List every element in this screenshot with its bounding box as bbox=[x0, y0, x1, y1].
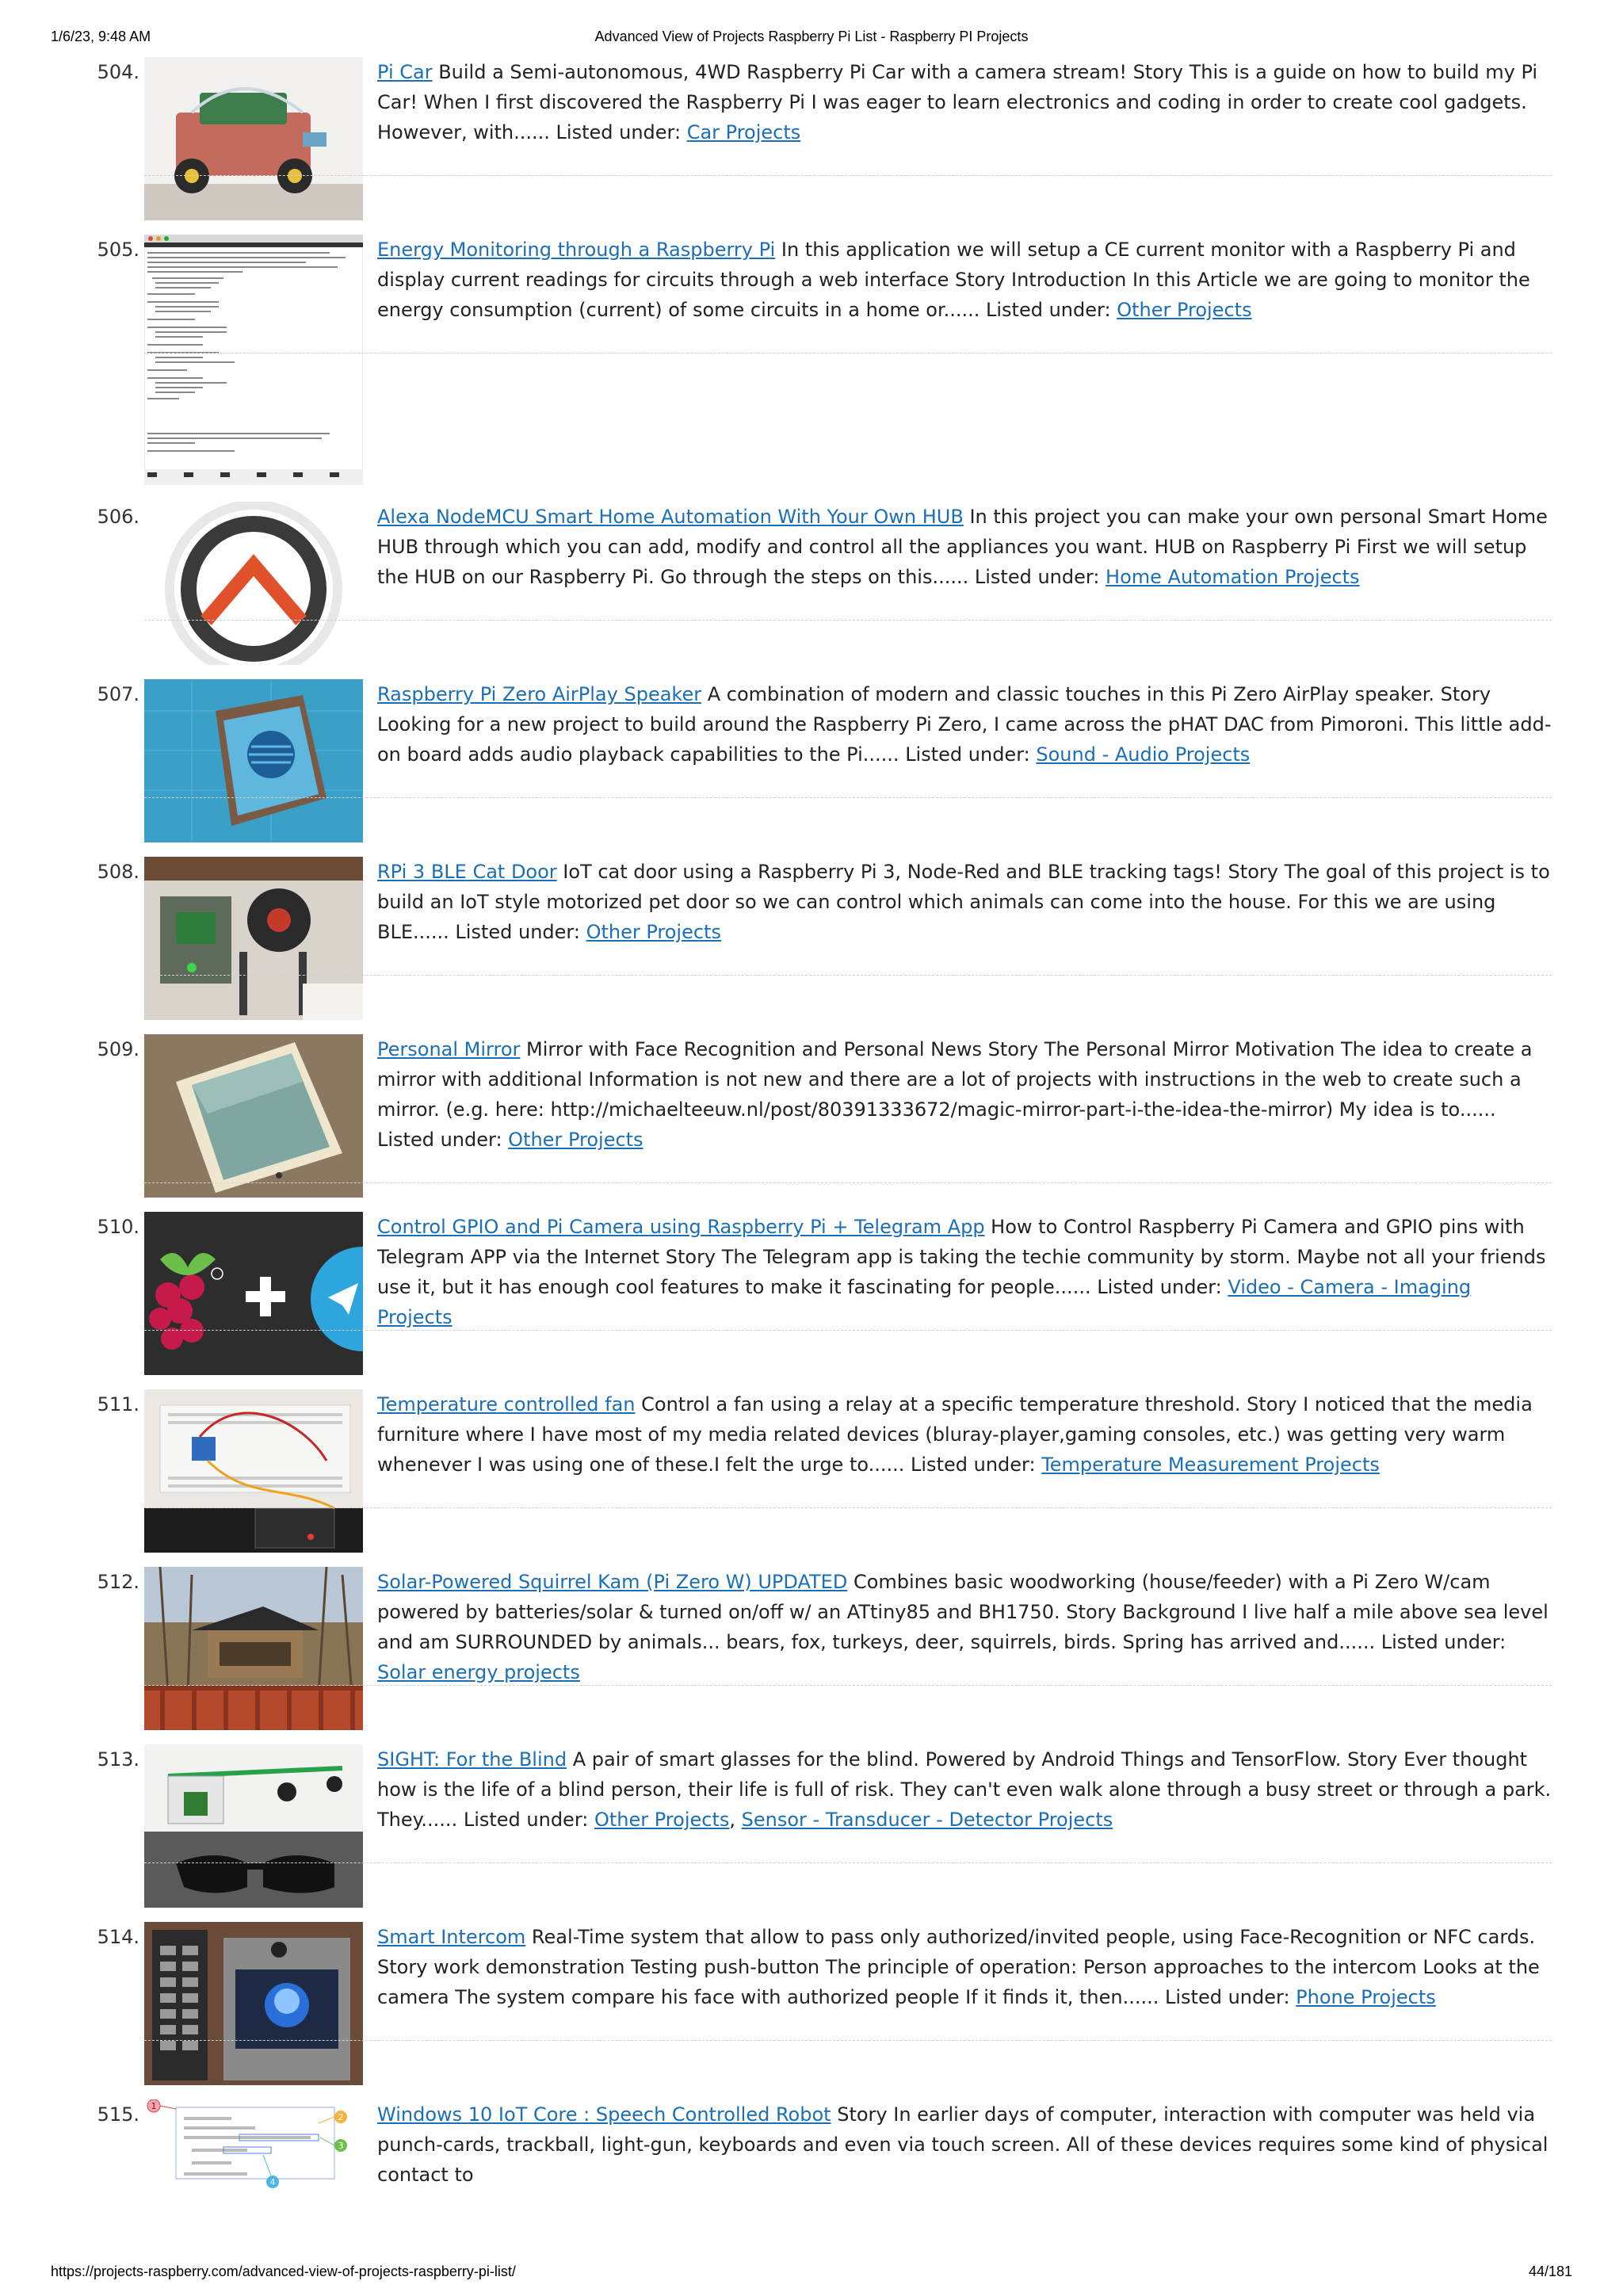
item-text bbox=[377, 1212, 1552, 1332]
item-text bbox=[377, 1389, 1552, 1480]
item-number: 507. bbox=[97, 683, 139, 705]
divider bbox=[144, 175, 1552, 176]
category-link-2[interactable]: Sensor - Transducer - Detector Projects bbox=[741, 1809, 1113, 1831]
raspberry-telegram-image bbox=[144, 1212, 363, 1375]
divider bbox=[144, 620, 1552, 621]
divider bbox=[144, 1507, 1552, 1508]
project-thumbnail[interactable] bbox=[144, 1389, 363, 1553]
item-number: 512. bbox=[97, 1571, 139, 1593]
item-text bbox=[377, 1567, 1552, 1687]
project-title-link[interactable]: SIGHT: For the Blind bbox=[377, 1748, 567, 1771]
project-thumbnail[interactable] bbox=[144, 57, 363, 220]
item-number: 509. bbox=[97, 1038, 139, 1060]
item-description: Story In earlier days of computer, interaction with computer was held via punch-cards, trackball, light-gun, keyboards and even via touch screen. All of these devices requires some kind of physical contact to bbox=[377, 2103, 1549, 2186]
divider bbox=[144, 797, 1552, 798]
item-text bbox=[377, 502, 1552, 592]
divider bbox=[144, 975, 1552, 976]
category-link[interactable]: Phone Projects bbox=[1296, 1986, 1436, 2008]
item-text bbox=[377, 235, 1552, 325]
pi-car-image bbox=[144, 57, 363, 220]
project-thumbnail[interactable] bbox=[144, 679, 363, 842]
project-title-link[interactable]: Temperature controlled fan bbox=[377, 1393, 636, 1415]
diagram-marker-4: 4 bbox=[269, 2177, 276, 2187]
category-link[interactable]: Car Projects bbox=[686, 121, 801, 143]
item-number: 515. bbox=[97, 2103, 139, 2126]
category-link[interactable]: Solar energy projects bbox=[377, 1661, 580, 1683]
item-description: Control a fan using a relay at a specific temperature threshold. Story I noticed that the media furniture where I have most of my media related devices (bluray-player,gaming consoles, etc.) was getting very warm whenever I was using one of these.I felt the urge to...... Listed under: bbox=[377, 1393, 1533, 1476]
project-title-link[interactable]: Energy Monitoring through a Raspberry Pi bbox=[377, 239, 776, 261]
item-description: A pair of smart glasses for the blind. Powered by Android Things and TensorFlow. Story Ever thought how is the life of a blind person, their life is full of risk. They can't even walk alone through a busy street or through a park. They...... Listed under: bbox=[377, 1748, 1552, 1831]
category-link[interactable]: Other Projects bbox=[1117, 299, 1252, 321]
print-url: https://projects-raspberry.com/advanced-view-of-projects-raspberry-pi-list/ bbox=[51, 2264, 516, 2279]
print-title: Advanced View of Projects Raspberry Pi List - Raspberry PI Projects bbox=[594, 29, 1029, 44]
project-thumbnail[interactable] bbox=[144, 2099, 363, 2195]
squirrel-kam-image bbox=[144, 1567, 363, 1730]
diagram-marker-2: 2 bbox=[338, 2112, 344, 2122]
item-text bbox=[377, 1744, 1552, 1835]
category-link[interactable]: Video - Camera - Imaging Projects bbox=[377, 1276, 1472, 1328]
diagram-marker-3: 3 bbox=[338, 2141, 344, 2151]
item-description: In this project you can make your own personal Smart Home HUB through which you can add, modify and control all the appliances you want. HUB on Raspberry Pi First we will setup the HUB on our Raspberry Pi. Go through the steps on this...... Listed under: bbox=[377, 506, 1548, 588]
item-description: In this application we will setup a CE current monitor with a Raspberry Pi and display current readings for circuits through a web interface Story Introduction In this Article we are going to monitor the energy consumption (current) of some circuits in a home or...... Listed under: bbox=[377, 239, 1530, 321]
smart-glasses-image bbox=[144, 1744, 363, 1908]
item-number: 510. bbox=[97, 1216, 139, 1238]
project-thumbnail[interactable] bbox=[144, 1034, 363, 1198]
divider bbox=[144, 1330, 1552, 1331]
project-title-link[interactable]: Raspberry Pi Zero AirPlay Speaker bbox=[377, 683, 702, 705]
divider bbox=[144, 1685, 1552, 1686]
item-text bbox=[377, 857, 1552, 947]
breadboard-fan-image bbox=[144, 1389, 363, 1553]
project-title-link[interactable]: Windows 10 IoT Core : Speech Controlled Robot bbox=[377, 2103, 831, 2126]
item-number: 505. bbox=[97, 239, 139, 261]
smart-intercom-image bbox=[144, 1922, 363, 2085]
item-description: Combines basic woodworking (house/feeder) with a Pi Zero W/cam powered by batteries/solar & turned on/off w/ an ATtiny85 and BH1750. Story Background I live half a mile above sea level and am SURROUNDED by animals... bears, fox, turkeys, deer, squirrels, birds. Spring has arrived and...... Listed under: bbox=[377, 1571, 1549, 1653]
print-header bbox=[51, 29, 1572, 48]
project-title-link[interactable]: Control GPIO and Pi Camera using Raspberry Pi + Telegram App bbox=[377, 1216, 985, 1238]
item-description: How to Control Raspberry Pi Camera and GPIO pins with Telegram APP via the Internet Story The Telegram app is taking the techie community by storm. Maybe not all your friends use it, but it has enough cool features to make it fascinating for people...... Listed under: bbox=[377, 1216, 1546, 1298]
item-text bbox=[377, 1922, 1552, 2012]
xaml-diagram-image bbox=[144, 2099, 363, 2195]
project-title-link[interactable]: Personal Mirror bbox=[377, 1038, 521, 1060]
diagram-marker-1: 1 bbox=[151, 2101, 157, 2111]
project-thumbnail[interactable] bbox=[144, 502, 363, 665]
print-footer bbox=[51, 2264, 1572, 2283]
category-separator: , bbox=[729, 1809, 742, 1831]
project-thumbnail[interactable] bbox=[144, 857, 363, 1020]
project-title-link[interactable]: Smart Intercom bbox=[377, 1926, 526, 1948]
cat-door-image bbox=[144, 857, 363, 1020]
project-title-link[interactable]: Pi Car bbox=[377, 61, 433, 83]
item-description: Mirror with Face Recognition and Personal News Story The Personal Mirror Motivation The idea to create a mirror with additional Information is not new and there are a lot of projects with instructions in the web to create such a mirror. (e.g. here: http://michaelteeuw.nl/post/80391333672/magic-mirror-part-i-the-idea-the-mirror) My idea is to...... Listed under: bbox=[377, 1038, 1533, 1151]
category-link[interactable]: Home Automation Projects bbox=[1106, 566, 1360, 588]
category-link[interactable]: Other Projects bbox=[586, 921, 721, 943]
project-thumbnail[interactable] bbox=[144, 1922, 363, 2085]
item-number: 508. bbox=[97, 861, 139, 883]
project-thumbnail[interactable] bbox=[144, 235, 363, 485]
project-thumbnail[interactable] bbox=[144, 1744, 363, 1908]
page-number: 44/181 bbox=[1528, 2264, 1572, 2279]
item-text bbox=[377, 2099, 1552, 2190]
divider bbox=[144, 2040, 1552, 2041]
item-text bbox=[377, 679, 1552, 770]
item-number: 514. bbox=[97, 1926, 139, 1948]
category-link[interactable]: Sound - Audio Projects bbox=[1036, 743, 1251, 766]
project-thumbnail[interactable] bbox=[144, 1212, 363, 1375]
item-number: 504. bbox=[97, 61, 139, 83]
item-text bbox=[377, 1034, 1552, 1155]
item-number: 506. bbox=[97, 506, 139, 528]
category-link[interactable]: Other Projects bbox=[594, 1809, 730, 1831]
category-link[interactable]: Other Projects bbox=[508, 1129, 643, 1151]
project-title-link[interactable]: Alexa NodeMCU Smart Home Automation With Your Own HUB bbox=[377, 506, 964, 528]
item-text bbox=[377, 57, 1552, 147]
terminal-screenshot-image bbox=[144, 235, 363, 485]
personal-mirror-image bbox=[144, 1034, 363, 1198]
airplay-speaker-image bbox=[144, 679, 363, 842]
divider bbox=[144, 1862, 1552, 1863]
print-date: 1/6/23, 9:48 AM bbox=[51, 29, 151, 44]
divider bbox=[144, 1182, 1552, 1183]
item-number: 511. bbox=[97, 1393, 139, 1415]
item-description: Build a Semi-autonomous, 4WD Raspberry Pi Car with a camera stream! Story This is a guide on how to build my Pi Car! When I first discovered the Raspberry Pi I was eager to learn electronics and coding in order to create cool gadgets. However, with...... Listed under: bbox=[377, 61, 1538, 143]
item-number: 513. bbox=[97, 1748, 139, 1771]
category-link[interactable]: Temperature Measurement Projects bbox=[1041, 1454, 1380, 1476]
item-description: Real-Time system that allow to pass only authorized/invited people, using Face-Recognition or NFC cards. Story work demonstration Testing push-button The principle of operation: Person approaches to the intercom Looks at the camera The system compare his face with authorized people If it finds it, then...... Listed under: bbox=[377, 1926, 1540, 2008]
project-title-link[interactable]: RPi 3 BLE Cat Door bbox=[377, 861, 557, 883]
smart-home-hub-logo bbox=[144, 502, 363, 665]
item-description: A combination of modern and classic touches in this Pi Zero AirPlay speaker. Story Looking for a new project to build around the Raspberry Pi Zero, I came across the pHAT DAC from Pimoroni. This little add-on board adds audio playback capabilities to the Pi...... Listed under: bbox=[377, 683, 1552, 766]
project-thumbnail[interactable] bbox=[144, 1567, 363, 1730]
item-description: IoT cat door using a Raspberry Pi 3, Node-Red and BLE tracking tags! Story The goal of this project is to build an IoT style motorized pet door so we can control which animals can come into the house. For this we are using BLE...... Listed under: bbox=[377, 861, 1550, 943]
project-title-link[interactable]: Solar-Powered Squirrel Kam (Pi Zero W) UPDATED bbox=[377, 1571, 848, 1593]
